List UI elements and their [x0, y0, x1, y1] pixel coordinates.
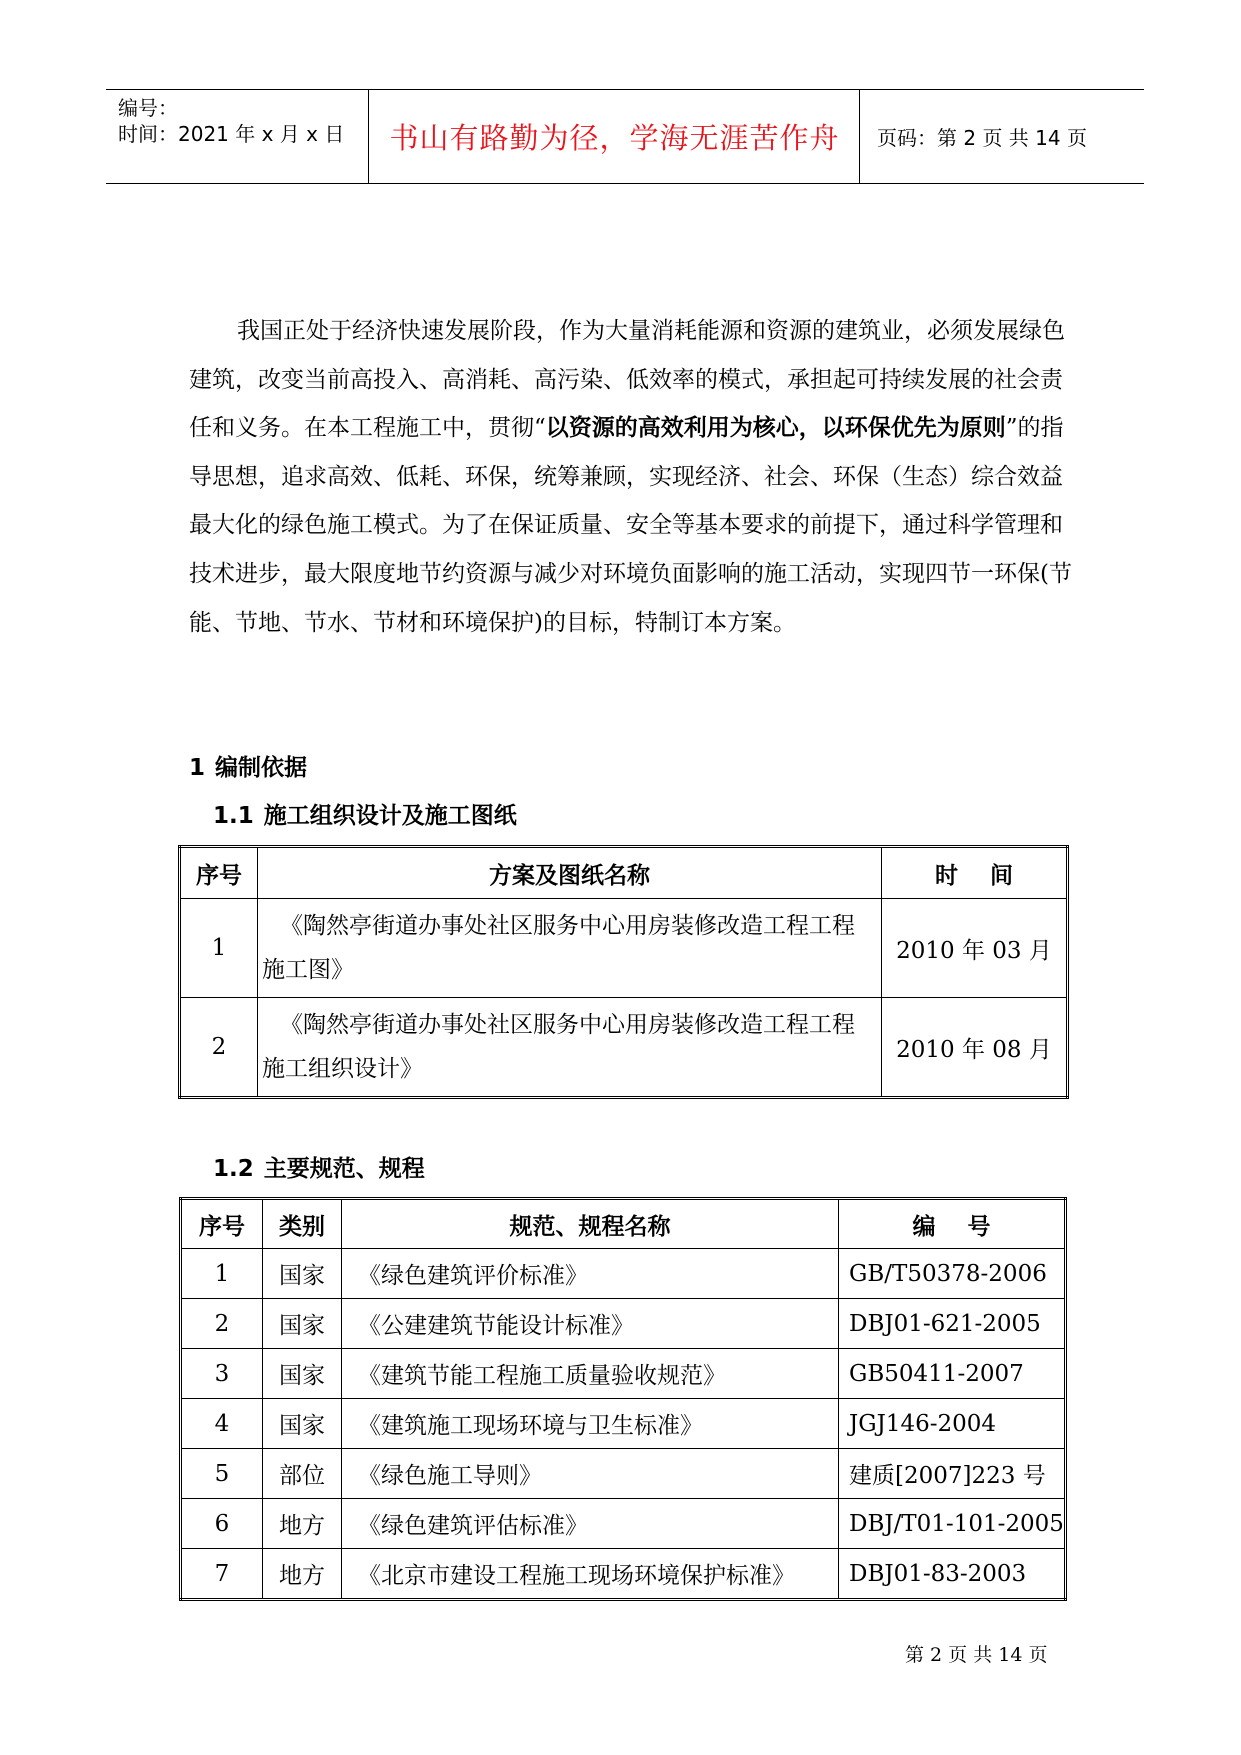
table-row	[181, 1249, 1066, 1299]
header-center-cell	[370, 90, 860, 183]
section-heading-1-2	[213, 1150, 425, 1183]
table-row	[181, 1449, 1066, 1499]
cell-type: 国家	[263, 1399, 342, 1449]
page-footer: 第 2 页 共 14 页	[905, 1644, 1048, 1666]
standards-table	[179, 1197, 1067, 1601]
header-left-cell	[106, 90, 369, 183]
cell-type: 国家	[263, 1299, 342, 1349]
table-row	[181, 1349, 1066, 1399]
header-right-cell	[861, 90, 1144, 183]
cell-no: 2	[180, 998, 258, 1098]
col-header-name: 方案及图纸名称	[258, 847, 882, 899]
cell-no: 1	[180, 899, 258, 998]
header-page-label: 页码：第 2 页 共 14 页	[877, 126, 1087, 150]
section-heading-1-1	[213, 797, 517, 830]
cell-code: JGJ146-2004	[839, 1399, 1066, 1449]
table-row	[181, 1399, 1066, 1449]
cell-code: 建质[2007]223 号	[839, 1449, 1066, 1499]
section-number: 1.1	[213, 803, 254, 829]
col-header-no: 序号	[180, 847, 258, 899]
cell-name: 《陶然亭街道办事处社区服务中心用房装修改造工程工程施工组织设计》	[258, 998, 882, 1098]
table-header-row	[181, 1199, 1066, 1249]
cell-no: 4	[181, 1399, 263, 1449]
cell-name: 《陶然亭街道办事处社区服务中心用房装修改造工程工程施工图》	[258, 899, 882, 998]
intro-text-bold: 以资源的高效利用为核心，以环保优先为原则	[545, 415, 1006, 442]
section-title: 主要规范、规程	[263, 1156, 425, 1182]
cell-code: DBJ01-83-2003	[839, 1549, 1066, 1600]
cell-code: GB/T50378-2006	[839, 1249, 1066, 1299]
cell-name: 《公建建筑节能设计标准》	[342, 1299, 839, 1349]
col-header-code: 编 号	[839, 1199, 1066, 1249]
table-row	[180, 899, 1068, 998]
cell-name: 《绿色建筑评估标准》	[342, 1499, 839, 1549]
header-number-label: 编号：	[118, 96, 178, 120]
drawings-table	[178, 845, 1069, 1099]
cell-name: 《绿色施工导则》	[342, 1449, 839, 1499]
col-header-name: 规范、规程名称	[342, 1199, 839, 1249]
col-header-type: 类别	[263, 1199, 342, 1249]
cell-code: DBJ/T01-101-2005	[839, 1499, 1066, 1549]
col-header-no: 序号	[181, 1199, 263, 1249]
page-header	[106, 89, 1144, 184]
section-title: 施工组织设计及施工图纸	[263, 803, 517, 829]
cell-time: 2010 年 08 月	[882, 998, 1068, 1098]
intro-text-part1: 我国正处于经济快速发展阶段，作为大量消耗能源和资源的建筑业，必须发展绿色建筑，改变当前高投入、高消耗、高污染、低效率的模式，承担起可持续发展的社会责任和义务。在本工程施工中，贯彻“	[189, 318, 1065, 442]
cell-type: 地方	[263, 1499, 342, 1549]
header-time-label: 时间：2021 年 x 月 x 日	[118, 122, 345, 146]
cell-type: 国家	[263, 1249, 342, 1299]
cell-time: 2010 年 03 月	[882, 899, 1068, 998]
intro-text-part2: ”的指导思想，追求高效、低耗、环保，统筹兼顾，实现经济、社会、环保（生态）综合效益最大化的绿色施工模式。为了在保证质量、安全等基本要求的前提下，通过科学管理和技术进步，最大限度地节约资源与减少对环境负面影响的施工活动，实现四节一环保(节能、节地、节水、节材和环境保护)的目标，特制订本方案。	[189, 415, 1072, 636]
table-row	[180, 998, 1068, 1098]
section-number: 1.2	[213, 1156, 254, 1182]
table-header-row	[180, 847, 1068, 899]
cell-no: 2	[181, 1299, 263, 1349]
cell-name: 《北京市建设工程施工现场环境保护标准》	[342, 1549, 839, 1600]
section-title: 编制依据	[215, 755, 308, 781]
header-motto: 书山有路勤为径，学海无涯苦作舟	[389, 121, 840, 155]
cell-no: 1	[181, 1249, 263, 1299]
cell-name: 《绿色建筑评价标准》	[342, 1249, 839, 1299]
section-heading-1	[189, 749, 307, 782]
cell-type: 部位	[263, 1449, 342, 1499]
cell-no: 7	[181, 1549, 263, 1600]
cell-type: 国家	[263, 1349, 342, 1399]
table-row	[181, 1549, 1066, 1600]
cell-name: 《建筑节能工程施工质量验收规范》	[342, 1349, 839, 1399]
cell-code: GB50411-2007	[839, 1349, 1066, 1399]
intro-paragraph	[189, 307, 1075, 647]
cell-type: 地方	[263, 1549, 342, 1600]
cell-code: DBJ01-621-2005	[839, 1299, 1066, 1349]
table-row	[181, 1299, 1066, 1349]
section-number: 1	[189, 755, 206, 781]
cell-name: 《建筑施工现场环境与卫生标准》	[342, 1399, 839, 1449]
cell-no: 5	[181, 1449, 263, 1499]
col-header-time: 时 间	[882, 847, 1068, 899]
cell-no: 6	[181, 1499, 263, 1549]
table-row	[181, 1499, 1066, 1549]
cell-no: 3	[181, 1349, 263, 1399]
